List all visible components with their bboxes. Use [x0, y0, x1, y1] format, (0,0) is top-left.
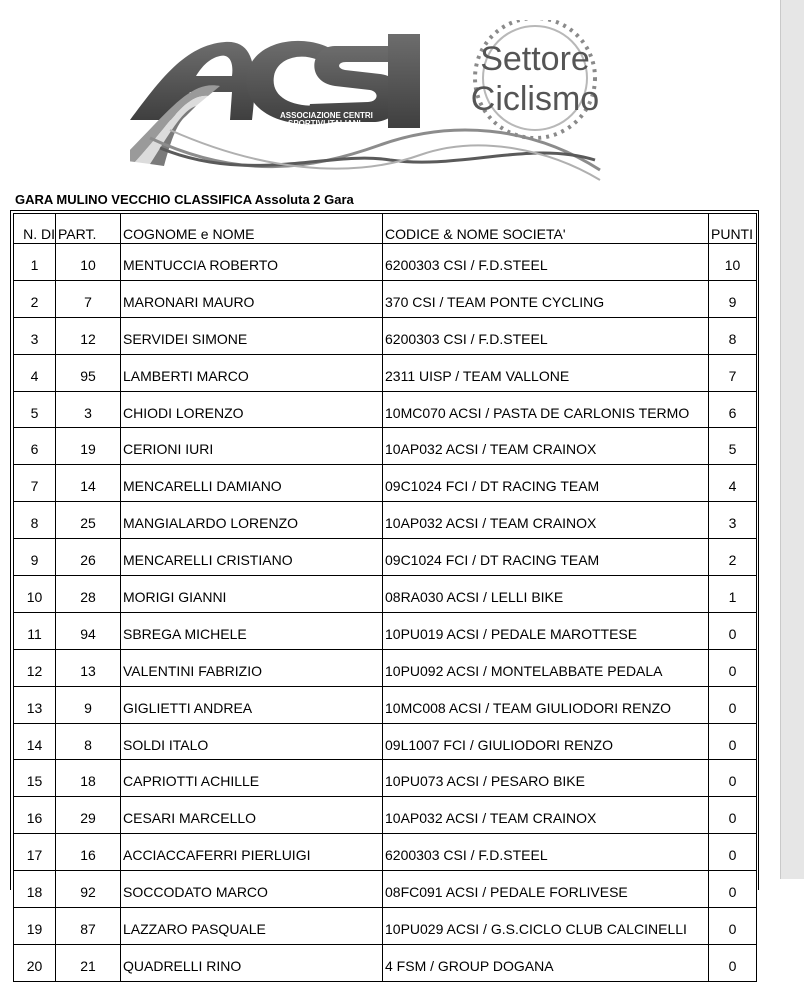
- table-row: [14, 428, 757, 465]
- table-row: [14, 354, 757, 391]
- cell-position: 11: [14, 612, 56, 649]
- cell-team: 10AP032 ACSI / TEAM CRAINOX: [383, 797, 709, 834]
- cell-position: 8: [14, 502, 56, 539]
- cell-team: 10MC070 ACSI / PASTA DE CARLONIS TERMO: [383, 391, 709, 428]
- cell-position: 1: [14, 244, 56, 281]
- cell-points: 3: [709, 502, 757, 539]
- cell-points: 0: [709, 686, 757, 723]
- cell-position: 20: [14, 944, 56, 981]
- cell-rider-name: MORIGI GIANNI: [121, 576, 383, 613]
- cell-team: 10PU073 ACSI / PESARO BIKE: [383, 760, 709, 797]
- cell-rider-name: MARONARI MAURO: [121, 280, 383, 317]
- cell-points: 0: [709, 834, 757, 871]
- cell-rider-name: SOCCODATO MARCO: [121, 871, 383, 908]
- table-row: [14, 908, 757, 945]
- cell-team: 6200303 CSI / F.D.STEEL: [383, 317, 709, 354]
- cell-bib-number: 95: [56, 354, 121, 391]
- cell-team: 09L1007 FCI / GIULIODORI RENZO: [383, 723, 709, 760]
- cell-position: 18: [14, 871, 56, 908]
- cell-points: 8: [709, 317, 757, 354]
- table-header-row: [14, 214, 757, 244]
- header-part: PART.: [56, 214, 121, 244]
- cell-points: 10: [709, 244, 757, 281]
- cell-bib-number: 94: [56, 612, 121, 649]
- cell-rider-name: MANGIALARDO LORENZO: [121, 502, 383, 539]
- cell-bib-number: 10: [56, 244, 121, 281]
- table-row: [14, 649, 757, 686]
- cell-points: 0: [709, 944, 757, 981]
- viewer-scrollbar-gutter[interactable]: [781, 0, 804, 879]
- settore-ciclismo-stamp: [471, 20, 599, 138]
- cell-points: 2: [709, 539, 757, 576]
- table-row: [14, 465, 757, 502]
- cell-points: 0: [709, 908, 757, 945]
- table-row: [14, 391, 757, 428]
- cell-team: 2311 UISP / TEAM VALLONE: [383, 354, 709, 391]
- cell-position: 9: [14, 539, 56, 576]
- cell-team: 10PU092 ACSI / MONTELABBATE PEDALA: [383, 649, 709, 686]
- acsi-settore-ciclismo-logo: [130, 20, 620, 185]
- cell-bib-number: 26: [56, 539, 121, 576]
- cell-bib-number: 28: [56, 576, 121, 613]
- table-row: [14, 797, 757, 834]
- cell-rider-name: SBREGA MICHELE: [121, 612, 383, 649]
- cell-bib-number: 12: [56, 317, 121, 354]
- cell-bib-number: 18: [56, 760, 121, 797]
- cell-points: 0: [709, 723, 757, 760]
- cell-points: 0: [709, 797, 757, 834]
- cell-bib-number: 3: [56, 391, 121, 428]
- cell-team: 10AP032 ACSI / TEAM CRAINOX: [383, 502, 709, 539]
- table-row: [14, 502, 757, 539]
- cell-position: 10: [14, 576, 56, 613]
- cell-position: 4: [14, 354, 56, 391]
- cell-points: 5: [709, 428, 757, 465]
- cell-bib-number: 21: [56, 944, 121, 981]
- cell-bib-number: 87: [56, 908, 121, 945]
- table-row: [14, 280, 757, 317]
- table-row: [14, 760, 757, 797]
- cell-team: 370 CSI / TEAM PONTE CYCLING: [383, 280, 709, 317]
- cell-bib-number: 92: [56, 871, 121, 908]
- cell-bib-number: 13: [56, 649, 121, 686]
- cell-rider-name: VALENTINI FABRIZIO: [121, 649, 383, 686]
- cell-team: 10AP032 ACSI / TEAM CRAINOX: [383, 428, 709, 465]
- cell-points: 9: [709, 280, 757, 317]
- cell-rider-name: CERIONI IURI: [121, 428, 383, 465]
- cell-team: 08RA030 ACSI / LELLI BIKE: [383, 576, 709, 613]
- cell-position: 15: [14, 760, 56, 797]
- table-row: [14, 944, 757, 981]
- cell-position: 14: [14, 723, 56, 760]
- header-name: COGNOME e NOME: [121, 214, 383, 244]
- cell-rider-name: QUADRELLI RINO: [121, 944, 383, 981]
- table-row: [14, 723, 757, 760]
- cell-points: 6: [709, 391, 757, 428]
- cell-position: 12: [14, 649, 56, 686]
- cell-rider-name: MENTUCCIA ROBERTO: [121, 244, 383, 281]
- cell-rider-name: CAPRIOTTI ACHILLE: [121, 760, 383, 797]
- stamp-line-2: Ciclismo: [470, 80, 600, 118]
- cell-position: 17: [14, 834, 56, 871]
- cell-points: 1: [709, 576, 757, 613]
- table-row: [14, 244, 757, 281]
- cell-rider-name: LAZZARO PASQUALE: [121, 908, 383, 945]
- cell-bib-number: 19: [56, 428, 121, 465]
- cell-rider-name: SOLDI ITALO: [121, 723, 383, 760]
- cell-position: 16: [14, 797, 56, 834]
- header-points: PUNTI: [709, 214, 757, 244]
- cell-team: 4 FSM / GROUP DOGANA: [383, 944, 709, 981]
- table-row: [14, 871, 757, 908]
- cell-rider-name: SERVIDEI SIMONE: [121, 317, 383, 354]
- cell-rider-name: CHIODI LORENZO: [121, 391, 383, 428]
- ranking-table: [13, 213, 757, 982]
- table-row: [14, 539, 757, 576]
- cell-position: 7: [14, 465, 56, 502]
- cell-team: 09C1024 FCI / DT RACING TEAM: [383, 539, 709, 576]
- cell-rider-name: MENCARELLI CRISTIANO: [121, 539, 383, 576]
- cell-team: 10PU029 ACSI / G.S.CICLO CLUB CALCINELLI: [383, 908, 709, 945]
- cell-position: 19: [14, 908, 56, 945]
- cell-points: 0: [709, 649, 757, 686]
- table-row: [14, 686, 757, 723]
- cell-team: 6200303 CSI / F.D.STEEL: [383, 244, 709, 281]
- document-title: GARA MULINO VECCHIO CLASSIFICA Assoluta 2 Gara: [15, 192, 354, 207]
- cell-team: 08FC091 ACSI / PEDALE FORLIVESE: [383, 871, 709, 908]
- cell-points: 0: [709, 760, 757, 797]
- stamp-line-1: Settore: [480, 40, 590, 78]
- cell-bib-number: 29: [56, 797, 121, 834]
- header-n-di: N. DI: [14, 214, 56, 244]
- logo-subtitle-line2: SPORTIVI ITALIANI: [288, 119, 361, 128]
- cell-team: 09C1024 FCI / DT RACING TEAM: [383, 465, 709, 502]
- cell-rider-name: GIGLIETTI ANDREA: [121, 686, 383, 723]
- logo-letter-i: [388, 34, 420, 128]
- cell-bib-number: 14: [56, 465, 121, 502]
- cell-bib-number: 8: [56, 723, 121, 760]
- cell-rider-name: MENCARELLI DAMIANO: [121, 465, 383, 502]
- cell-points: 4: [709, 465, 757, 502]
- cell-team: 10PU019 ACSI / PEDALE MAROTTESE: [383, 612, 709, 649]
- cell-team: 6200303 CSI / F.D.STEEL: [383, 834, 709, 871]
- table-row: [14, 612, 757, 649]
- cell-rider-name: CESARI MARCELLO: [121, 797, 383, 834]
- cell-rider-name: LAMBERTI MARCO: [121, 354, 383, 391]
- cell-team: 10MC008 ACSI / TEAM GIULIODORI RENZO: [383, 686, 709, 723]
- cell-points: 7: [709, 354, 757, 391]
- header-team: CODICE & NOME SOCIETA': [383, 214, 709, 244]
- table-row: [14, 576, 757, 613]
- cell-bib-number: 9: [56, 686, 121, 723]
- cell-bib-number: 25: [56, 502, 121, 539]
- cell-position: 5: [14, 391, 56, 428]
- table-row: [14, 317, 757, 354]
- cell-position: 6: [14, 428, 56, 465]
- cell-position: 13: [14, 686, 56, 723]
- cell-position: 2: [14, 280, 56, 317]
- logo-wave-3: [170, 130, 600, 180]
- cell-bib-number: 16: [56, 834, 121, 871]
- cell-position: 3: [14, 317, 56, 354]
- table-row: [14, 834, 757, 871]
- logo-subtitle-line1: ASSOCIAZIONE CENTRI: [280, 111, 373, 120]
- cell-bib-number: 7: [56, 280, 121, 317]
- cell-points: 0: [709, 871, 757, 908]
- cell-points: 0: [709, 612, 757, 649]
- cell-rider-name: ACCIACCAFERRI PIERLUIGI: [121, 834, 383, 871]
